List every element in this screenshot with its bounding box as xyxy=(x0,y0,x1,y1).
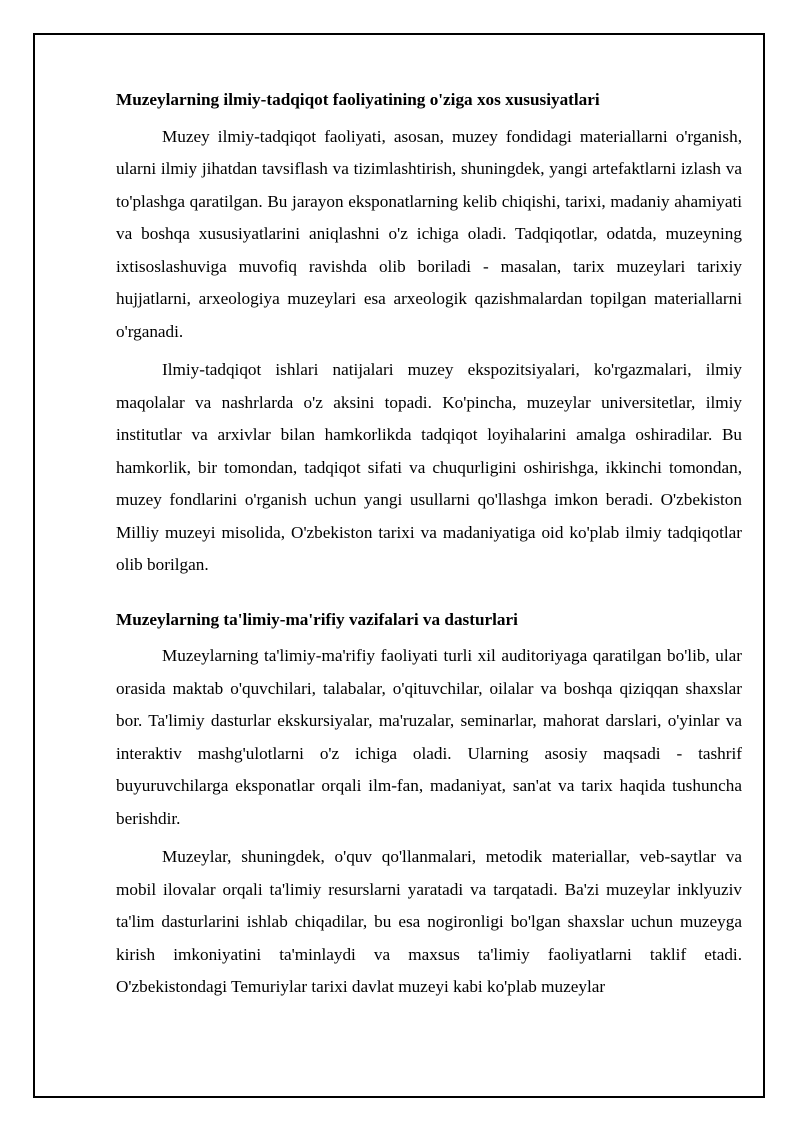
paragraph: Muzeylarning ta'limiy-ma'rifiy faoliyati turli xil auditoriyaga qaratilgan bo'lib, ular orasida maktab o'quvchilari, talabalar, o'qituvchilar, oilalar va boshqa qiziqqan shaxslar bor. Ta'limiy dasturlar ekskursiyalar, ma'ruzalar, seminarlar, mahorat darslari, o'yinlar va interaktiv mashg'ulotlarni o'z ichiga oladi. Ularning asosiy maqsadi - tashrif buyuruvchilarga eksponatlar orqali ilm-fan, madaniyat, san'at va tarix haqida tushuncha berishdir. xyxy=(116,646,742,828)
section-heading-education: Muzeylarning ta'limiy-ma'rifiy vazifalari va dasturlari xyxy=(116,609,518,629)
document-body xyxy=(116,84,742,1010)
paragraph: Ilmiy-tadqiqot ishlari natijalari muzey ekspozitsiyalari, ko'rgazmalari, ilmiy maqolalar va nashrlarda o'z aksini topadi. Ko'pincha, muzeylar universitetlar, ilmiy institutlar va arxivlar bilan hamkorlikda tadqiqot loyihalarini amalga oshiradilar. Bu hamkorlik, bir tomondan, tadqiqot sifati va chuqurligini oshirishga, ikkinchi tomondan, muzey fondlarini o'rganish uchun yangi usullarni qo'llashga imkon beradi. O'zbekiston Milliy muzeyi misolida, O'zbekiston tarixi va madaniyatiga oid ko'plab ilmiy tadqiqotlar olib borilgan. xyxy=(116,360,742,574)
paragraph: Muzeylar, shuningdek, o'quv qo'llanmalari, metodik materiallar, veb-saytlar va mobil ilovalar orqali ta'limiy resurslarni yaratadi va tarqatadi. Ba'zi muzeylar inklyuziv ta'lim dasturlarini ishlab chiqadilar, bu esa nogironligi bo'lgan shaxslar uchun muzeyga kirish imkoniyatini ta'minlaydi va maxsus ta'limiy faoliyatlarni taklif etadi. O'zbekistondagi Temuriylar tarixi davlat muzeyi kabi ko'plab muzeylar xyxy=(116,847,742,996)
section-heading-research: Muzeylarning ilmiy-tadqiqot faoliyatining o'ziga xos xususiyatlari xyxy=(116,90,600,109)
paragraph: Muzey ilmiy-tadqiqot faoliyati, asosan, muzey fondidagi materiallarni o'rganish, ularni ilmiy jihatdan tavsiflash va tizimlashtirish, shuningdek, yangi artefaktlarni izlash va to'plashga qaratilgan. Bu jarayon eksponatlarning kelib chiqishi, tarixi, madaniy ahamiyati va boshqa xususiyatlarini aniqlashni o'z ichiga oladi. Tadqiqotlar, odatda, muzeyning ixtisoslashuviga muvofiq ravishda olib boriladi - masalan, tarix muzeylari tarixiy hujjatlarni, arxeologiya muzeylari esa arxeologik qazishmalardan topilgan materiallarni o'rganadi. xyxy=(116,126,742,341)
